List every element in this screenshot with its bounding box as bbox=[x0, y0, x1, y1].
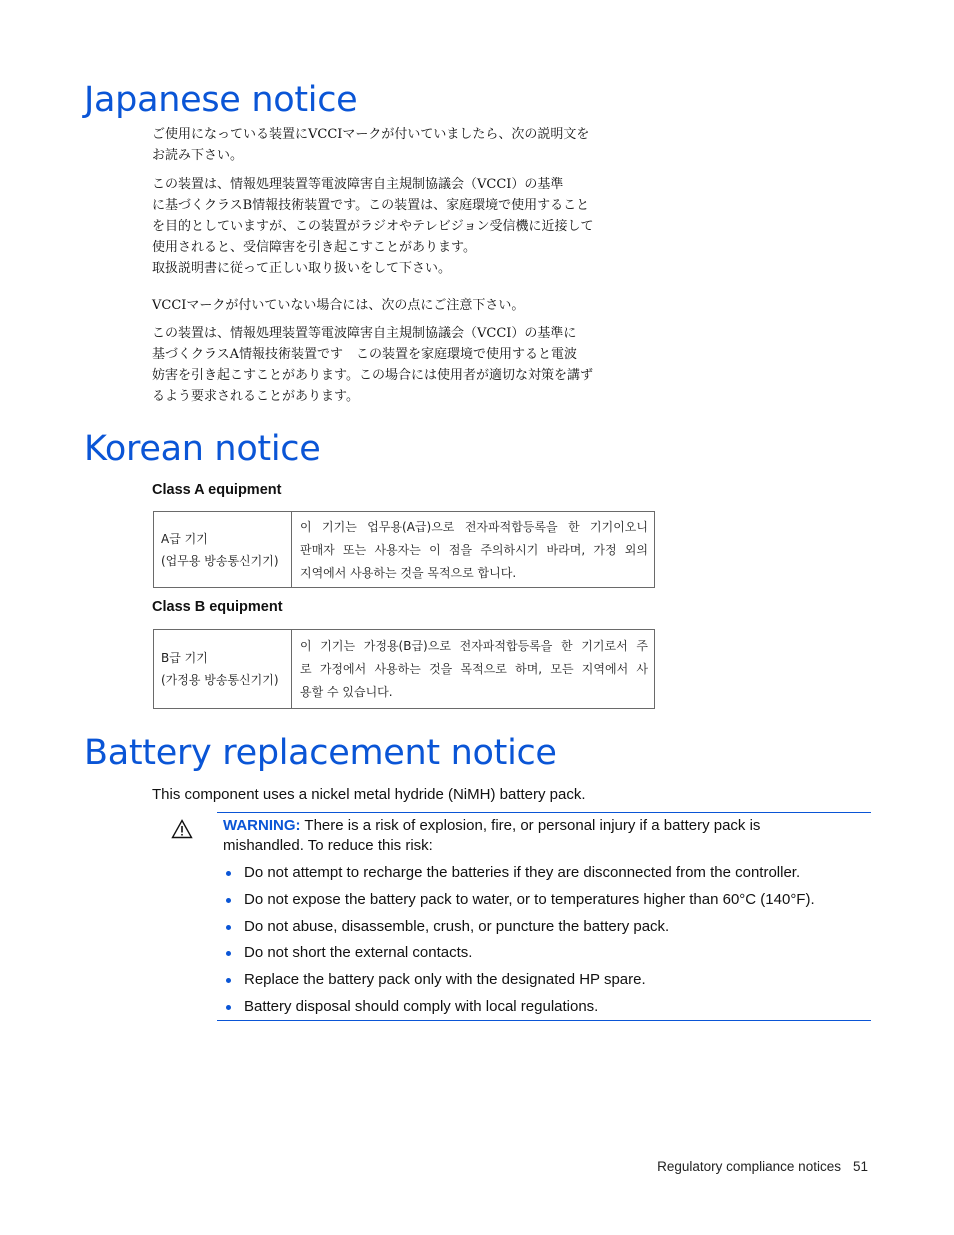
bullet-icon bbox=[226, 925, 231, 930]
bullet-icon bbox=[226, 978, 231, 983]
japanese-paragraph-4 bbox=[152, 323, 593, 407]
bullet-icon bbox=[226, 1005, 231, 1010]
class-a-description-line: 지역에서 사용하는 것을 목적으로 합니다. bbox=[300, 566, 517, 580]
warning-bottom-rule bbox=[217, 1020, 871, 1021]
battery-risk-list bbox=[223, 863, 815, 1024]
class-a-label: Class A equipment bbox=[152, 482, 282, 498]
japanese-line: 取扱説明書に従って正しい取り扱いをして下さい。 bbox=[152, 261, 452, 276]
japanese-paragraph-1 bbox=[152, 124, 589, 166]
heading-korean-notice: Korean notice bbox=[84, 429, 321, 469]
japanese-line: に基づくクラスB情報技術装置です。この装置は、家庭環境で使用すること bbox=[152, 198, 590, 213]
list-item-text: Battery disposal should comply with local regulations. bbox=[244, 997, 599, 1015]
japanese-paragraph-2 bbox=[152, 174, 593, 279]
bullet-icon bbox=[226, 951, 231, 956]
battery-intro: This component uses a nickel metal hydride (NiMH) battery pack. bbox=[152, 786, 586, 803]
heading-battery-replacement-notice: Battery replacement notice bbox=[84, 733, 557, 773]
page-number: 51 bbox=[852, 1159, 868, 1174]
japanese-line: るよう要求されることがあります。 bbox=[152, 389, 359, 404]
list-item bbox=[223, 863, 815, 890]
list-item bbox=[223, 970, 815, 997]
list-item bbox=[223, 943, 815, 970]
heading-japanese-notice: Japanese notice bbox=[84, 80, 358, 120]
list-item-text: Do not abuse, disassemble, crush, or puncture the battery pack. bbox=[244, 917, 670, 935]
list-item-text: Do not expose the battery pack to water, or to temperatures higher than 60°C (140°F). bbox=[244, 890, 815, 908]
warning-block bbox=[223, 816, 823, 856]
class-b-description-line: 로 가정에서 사용하는 것을 목적으로 하며, 모든 지역에서 사 bbox=[300, 662, 648, 676]
japanese-paragraph-3 bbox=[152, 295, 524, 316]
japanese-line: 使用されると、受信障害を引き起こすことがあります。 bbox=[152, 240, 476, 255]
japanese-line: 基づくクラスA情報技術装置です この装置を家庭環境で使用すると電波 bbox=[152, 347, 577, 362]
class-b-label: Class B equipment bbox=[152, 599, 283, 615]
class-a-category-line: A급 기기 bbox=[161, 532, 208, 546]
bullet-icon bbox=[226, 898, 231, 903]
page-footer bbox=[657, 1158, 868, 1176]
list-item-text: Do not attempt to recharge the batteries if they are disconnected from the controller. bbox=[244, 864, 801, 881]
class-b-table bbox=[153, 629, 655, 709]
class-b-category bbox=[154, 630, 292, 708]
class-a-description-line: 판매자 또는 사용자는 이 점을 주의하시기 바라며, 가정 외의 bbox=[300, 543, 648, 557]
bullet-icon bbox=[226, 871, 231, 876]
class-a-category bbox=[154, 512, 292, 587]
japanese-line: ご使用になっている装置にVCCIマークが付いていましたら、次の説明文を bbox=[152, 127, 590, 142]
class-b-description-line: 용할 수 있습니다. bbox=[300, 685, 393, 699]
warning-label: WARNING: bbox=[223, 817, 301, 834]
japanese-line: VCCIマークが付いていない場合には、次の点にご注意下さい。 bbox=[152, 298, 525, 313]
list-item bbox=[223, 917, 815, 944]
japanese-line: この装置は、情報処理装置等電波障害自主規制協議会（VCCI）の基準 bbox=[152, 177, 564, 192]
japanese-line: 妨害を引き起こすことがあります。この場合には使用者が適切な対策を講ず bbox=[152, 368, 593, 383]
warning-text: There is a risk of explosion, fire, or personal injury if a battery pack is mishandled. To reduce this risk: bbox=[223, 817, 761, 854]
class-a-table bbox=[153, 511, 655, 588]
class-b-category-line: (가정용 방송통신기기) bbox=[161, 673, 279, 687]
class-b-description bbox=[292, 630, 654, 708]
footer-title: Regulatory compliance notices bbox=[657, 1159, 841, 1174]
list-item-text: Replace the battery pack only with the designated HP spare. bbox=[244, 971, 646, 989]
class-b-category-line: B급 기기 bbox=[161, 651, 208, 665]
japanese-line: を目的としていますが、この装置がラジオやテレビジョン受信機に近接して bbox=[152, 219, 594, 234]
class-a-description bbox=[292, 512, 654, 587]
list-item-text: Do not short the external contacts. bbox=[244, 944, 473, 962]
japanese-line: この装置は、情報処理装置等電波障害自主規制協議会（VCCI）の基準に bbox=[152, 326, 577, 341]
class-a-category-line: (업무용 방송통신기기) bbox=[161, 554, 279, 568]
warning-triangle-icon bbox=[171, 819, 193, 839]
warning-top-rule bbox=[217, 812, 871, 813]
class-a-description-line: 이 기기는 업무용(A급)으로 전자파적합등록을 한 기기이오니 bbox=[300, 520, 648, 534]
class-b-description-line: 이 기기는 가정용(B급)으로 전자파적합등록을 한 기기로서 주 bbox=[300, 639, 648, 653]
list-item bbox=[223, 890, 815, 917]
japanese-line: お読み下さい。 bbox=[152, 148, 244, 163]
